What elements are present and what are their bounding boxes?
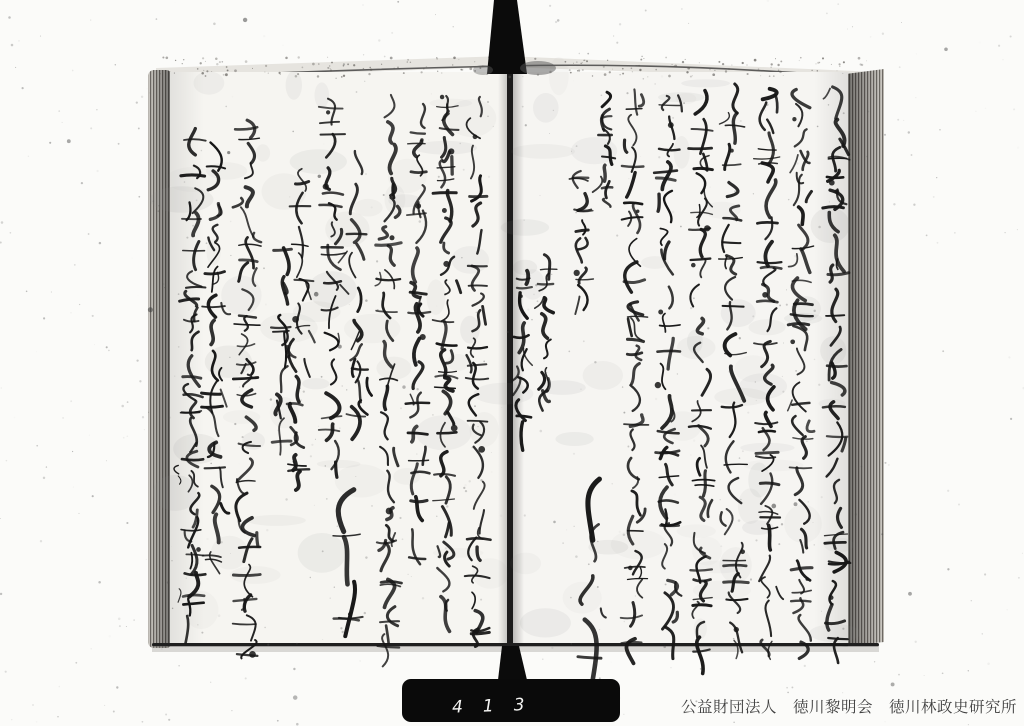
strap-smudge-right [520,61,556,75]
archive-caption: 公益財団法人 徳川黎明会 徳川林政史研究所 [681,699,1018,716]
page-counter: 413 [451,694,545,718]
left-page-edge-shade [170,72,204,645]
page-edges-left-shade [148,70,172,648]
page-edges-right-shade [846,69,884,646]
strap-smudge-left [473,65,493,75]
